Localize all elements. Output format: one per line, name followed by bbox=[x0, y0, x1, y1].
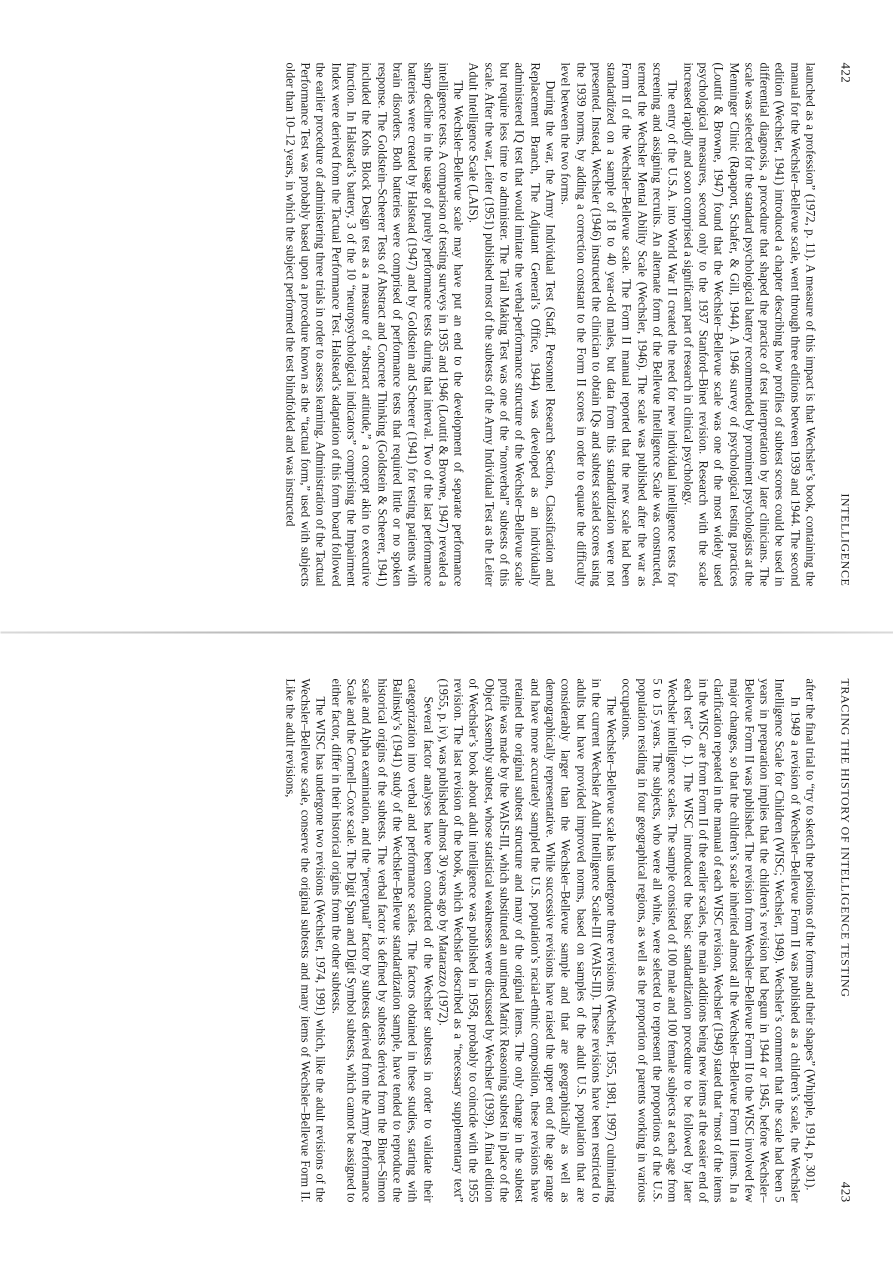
left-page-number: 422 bbox=[838, 62, 853, 83]
paragraph: In 1949 a revision of Wechsler–Bellevue Form II was published as a children’s scale, the Wechsler Intelligence Scale for Children (WISC; Wechsler, 1949). Wechsler’s comment that the scale had been 5 years in preparation implies that the children’s revision had begun in 1944 or 1945, before Wechsler–Bellevue Form II was published. The revision from Wechsler–Bellevue Form II to the WISC involved few major changes, so that the children’s scale inherited almost all the Wechsler–Bellevue Form II items. In a clarification repeated in the manual of each WISC revision, Wechsler (1949) stated that “most of the items in the WISC are from Form II of the earlier scales, the main additions being new items at the easier end of each test” (p. 1). The WISC introduced the basic standardization procedure to be followed by later Wechsler intelligence scales. The sample consisted of 100 male and 100 female subjects at each age from 5 to 15 years. The subjects, who were all white, were selected to represent the proportions of the U.S. population residing in four geographical regions, as well as the proportion of parents working in various occupations. bbox=[619, 678, 802, 1202]
right-page-number: 423 bbox=[838, 1181, 853, 1202]
left-running-head bbox=[837, 62, 853, 586]
book-gutter bbox=[0, 631, 893, 633]
paragraph: The entry of the U.S.A. into World War II created the need for new individual intelligence tests for screening and assigning recruits. An alternate form of the Bellevue Intelligence Scale was constructed, termed the Wechsler Mental Ability Scale (Wechsler, 1946). The scale was published after the war as Form II of the Wechsler–Bellevue scale. The Form II manual reported that the new scale had been standardized on a sample of 18 to 40 year-old males, but data from this standardization were not presented. Instead, Wechsler (1946) instructed the clinician to obtain IQs and subtest scaled scores using the 1939 norms, by adding a correction constant to the Form II scores in order to equate the difficulty level between the two forms. bbox=[558, 62, 680, 586]
left-page-body bbox=[282, 62, 817, 586]
paragraph: launched as a profession” (1972, p. 11). A measure of this impact is that Wechsler’s book, containing the manual for the Wechsler–Bellevue scale, went through three editions between 1939 and 1944. The second edition (Wechsler, 1941) introduced a chapter describing how profiles of subtest scores could be used in differential diagnosis, a procedure that shaped the practice of test interpretation by later clinicians. The scale was selected for the standard psychological battery recommended by prominent psychologists at the Menninger Clinic (Rapaport, Schafer, & Gill, 1944). A 1946 survey of psychological testing practices (Louttit & Browne, 1947) found that the Wechsler–Bellevue scale was one of the most widely used psychological measures, second only to the 1937 Stanford–Binet revision. Research with the scale increased rapidly and soon comprised a significant part of research in clinical psychology. bbox=[680, 62, 817, 586]
paragraph: The Wechsler–Bellevue scale may have put an end to the development of separate performance intelligence tests. A comparison of testing surveys in 1935 and 1946 (Louttit & Browne, 1947) revealed a sharp decline in the usage of purely performance tests during that interval. Two of the last performance batteries were created by Halstead (1947) and by Goldstein and Scheerer (1941) for testing patients with brain disorders. Both batteries were comprised of performance tests that required little or no spoken response. The Goldstein–Scheerer Tests of Abstract and Concrete Thinking (Goldstein & Scheerer, 1941) included the Kohs Block Design test as a measure of “abstract attitude,” a concept akin to executive function. In Halstead’s battery, 3 of the 10 “neuropsychological indicators” comprising the Impairment Index were derived from the Tactual Performance Test. Halstead’s adaptation of this form board followed the earlier procedure of administering three trials in order to assess learning. Administration of the Tactual Performance Test was probably based upon a procedure known as the “tactual form,” used with subjects older than 10–12 years, in which the subject performed the test blindfolded and was instructed bbox=[282, 62, 466, 586]
paragraph: The WISC has undergone two revisions (Wechsler, 1974, 1991) which, like the adult revisions of the Wechsler–Bellevue scale, conserve the original subtests and many items of Wechsler–Bellevue Form II. Like the adult revisions, bbox=[282, 678, 328, 1202]
right-page-body bbox=[282, 678, 817, 1202]
paragraph: after the final trial to “try to sketch the positions of the forms and their shapes” (Whipple, 1914, p. 301). bbox=[803, 678, 817, 1190]
left-running-head-title: INTELLIGENCE bbox=[838, 492, 852, 586]
paragraph: The Wechsler–Bellevue scale has undergone three revisions (Wechsler, 1955, 1981, 1997) culminating in the current Wechsler Adult Intelligence Scale-III (WAIS-III). These revisions have been restricted to adults but have provided improved norms, based on samples of the adult U.S. population that are considerably larger than the Wechsler–Bellevue sample and that are geographically as well as demographically representative. While successive revisions have raised the upper end of the age range and have more accurately sampled the U.S. population’s racial-ethnic composition, these revisions have retained the original subtest structure and many of the original items. The only change in the subtest profile was made by the WAIS-III, which substituted an untimed Matrix Reasoning subtest in place of the Object Assembly subtest, whose statistical weaknesses were discussed by Wechsler (1939). A final edition of Wechsler’s book about adult intelligence was published in 1958, probably to coincide with the 1955 revision. The last revision of the book, which Wechsler described as a “necessary supplementary text” (1955, p. iv), was published almost 30 years ago by Matarazzo (1972). bbox=[435, 678, 619, 1202]
right-running-head bbox=[837, 678, 853, 1202]
right-page bbox=[0, 662, 893, 1242]
paragraph: Several factor analyses have been conducted of the Wechsler subtests in order to validate their categorization into verbal and performance scales. The factors obtained in these studies, starting with Balinsky’s (1941) study of the Wechsler–Bellevue standardization sample, have tended to reproduce the historical origins of the subtests. The verbal factor is defined by subtests derived from the Binet–Simon scale and Alpha examination, and the “perceptual” factor by subtests derived from the Army Performance Scale and the Cornell–Coxe scale. The Digit Span and Digit Symbol subtests, which cannot be assigned to either factor, differ in their historical origins from the other subtests. bbox=[328, 678, 435, 1202]
paragraph: During the war, the Army Individual Test (Staff, Personnel Research Section, Classification and Replacement Branch, The Adjutant General’s Office, 1944) was developed as an individually administered IQ test that would imitate the verbal-performance structure of the Wechsler–Bellevue scale but require less time to administer. The Trail Making Test was one of the “nonverbal” subtests of this scale. After the war, Leiter (1951) published most of the subtests of the Army Individual Test as the Leiter Adult Intelligence Scale (LAIS). bbox=[466, 62, 557, 586]
left-page bbox=[0, 22, 893, 602]
right-running-head-title: TRACING THE HISTORY OF INTELLIGENCE TESTING bbox=[838, 678, 852, 998]
